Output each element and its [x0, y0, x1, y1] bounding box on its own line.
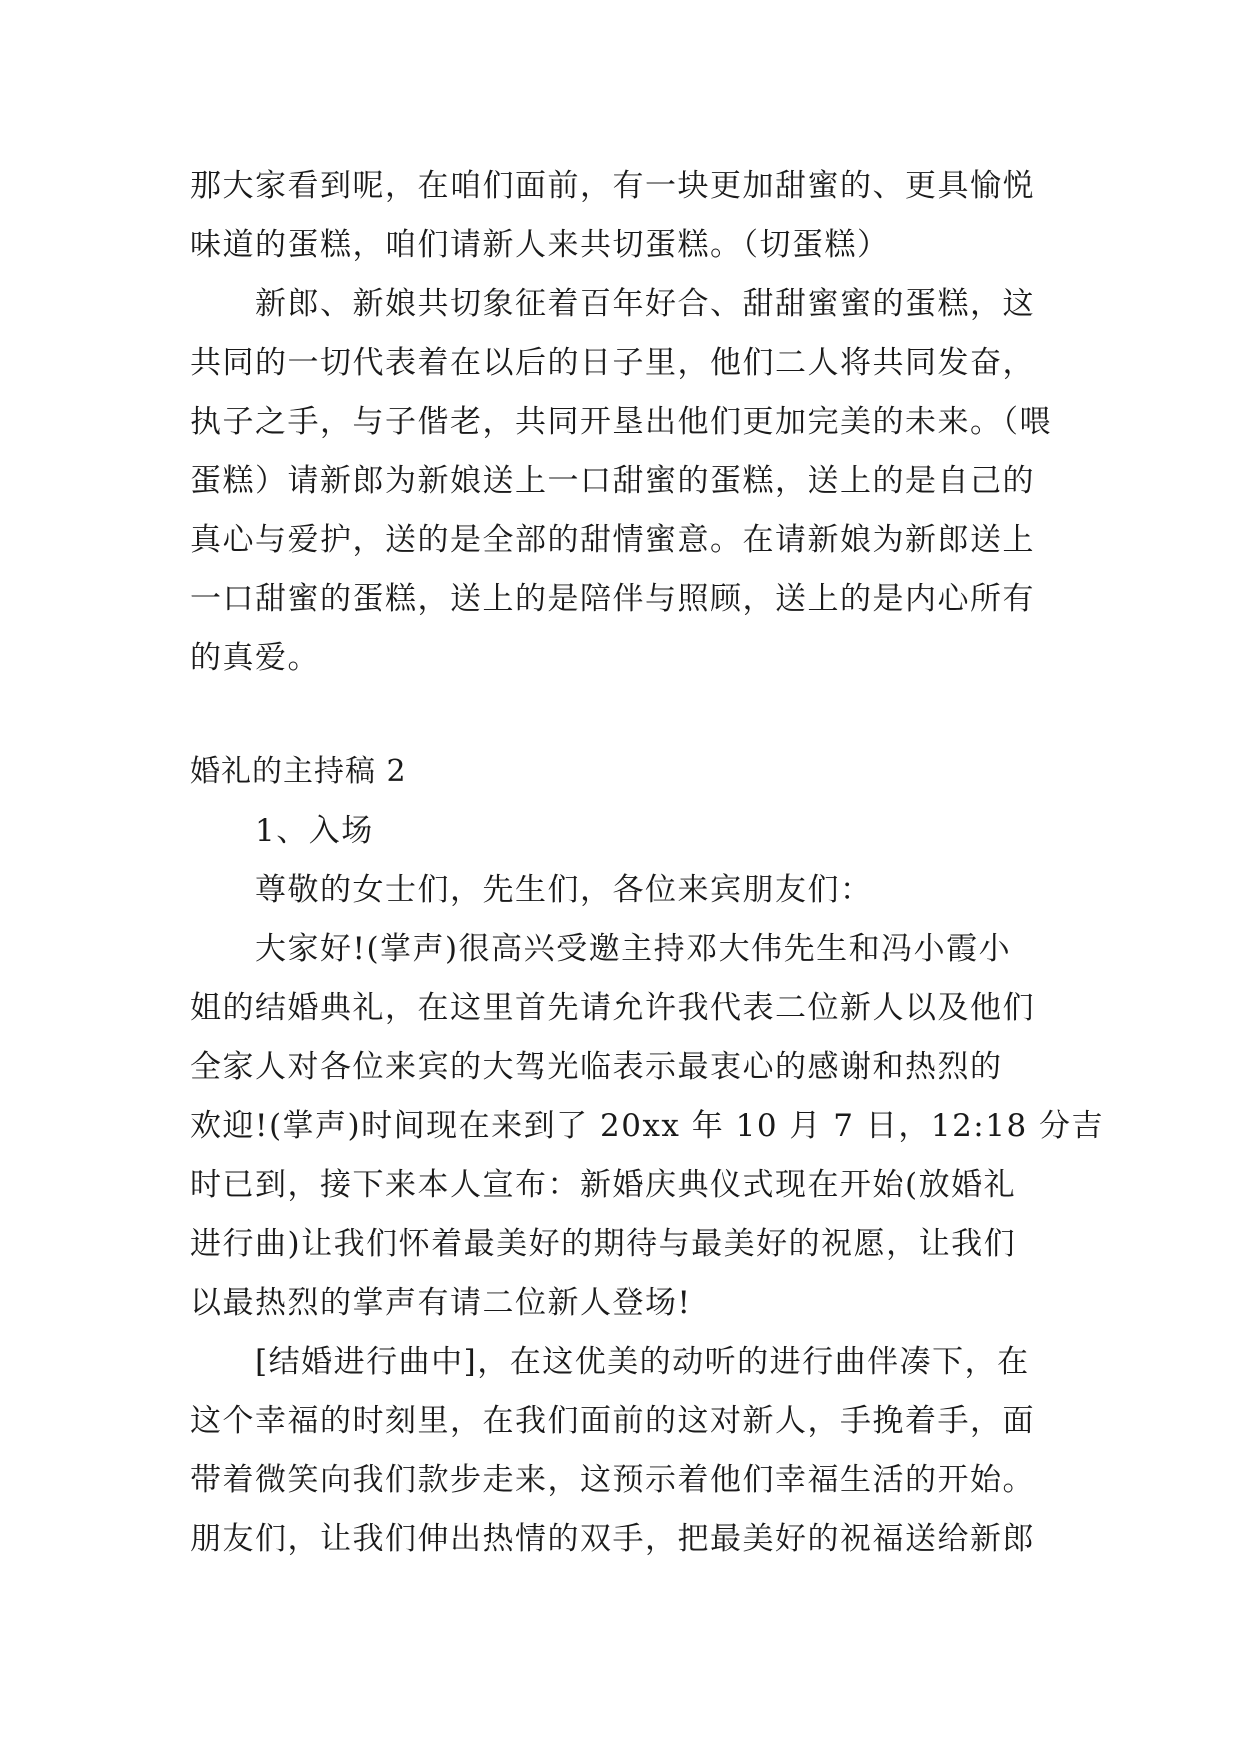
paragraph-line: 这个幸福的时刻里，在我们面前的这对新人，手挽着手，面 — [190, 1403, 1035, 1439]
paragraph-line: 欢迎!(掌声)时间现在来到了 20xx 年 10 月 7 日，12:18 分吉 — [190, 1108, 1105, 1144]
paragraph-line: 执子之手，与子偕老，共同开垦出他们更加完美的未来。（喂 — [190, 404, 1052, 440]
paragraph-line: 姐的结婚典礼，在这里首先请允许我代表二位新人以及他们 — [190, 990, 1035, 1026]
paragraph-line: 蛋糕）请新郎为新娘送上一口甜蜜的蛋糕，送上的是自己的 — [190, 463, 1035, 499]
list-item-heading: 1、入场 — [255, 813, 374, 849]
paragraph-line: 大家好!(掌声)很高兴受邀主持邓大伟先生和冯小霞小 — [255, 931, 1012, 967]
paragraph-line: 新郎、新娘共切象征着百年好合、甜甜蜜蜜的蛋糕，这 — [255, 286, 1035, 322]
section-title: 婚礼的主持稿 2 — [190, 754, 407, 789]
paragraph-line: 带着微笑向我们款步走来，这预示着他们幸福生活的开始。 — [190, 1462, 1035, 1498]
paragraph-line: 真心与爱护，送的是全部的甜情蜜意。在请新娘为新郎送上 — [190, 522, 1035, 558]
paragraph-line: 那大家看到呢，在咱们面前，有一块更加甜蜜的、更具愉悦 — [190, 168, 1035, 204]
paragraph-line: 全家人对各位来宾的大驾光临表示最衷心的感谢和热烈的 — [190, 1049, 1003, 1085]
paragraph-line: 以最热烈的掌声有请二位新人登场! — [190, 1285, 692, 1321]
paragraph-line: 一口甜蜜的蛋糕，送上的是陪伴与照顾，送上的是内心所有 — [190, 581, 1035, 617]
paragraph-line: 时已到，接下来本人宣布：新婚庆典仪式现在开始(放婚礼 — [190, 1167, 1017, 1203]
paragraph-line: 朋友们，让我们伸出热情的双手，把最美好的祝福送给新郎 — [190, 1521, 1035, 1557]
paragraph-line: 进行曲)让我们怀着最美好的期待与最美好的祝愿，让我们 — [190, 1226, 1017, 1262]
paragraph-line: [结婚进行曲中]，在这优美的动听的进行曲伴凑下，在 — [255, 1344, 1030, 1380]
paragraph-line: 共同的一切代表着在以后的日子里，他们二人将共同发奋， — [190, 345, 1035, 381]
paragraph-line: 味道的蛋糕，咱们请新人来共切蛋糕。（切蛋糕） — [190, 227, 890, 263]
paragraph-line: 尊敬的女士们，先生们，各位来宾朋友们： — [255, 872, 873, 908]
paragraph-line: 的真爱。 — [190, 640, 320, 676]
